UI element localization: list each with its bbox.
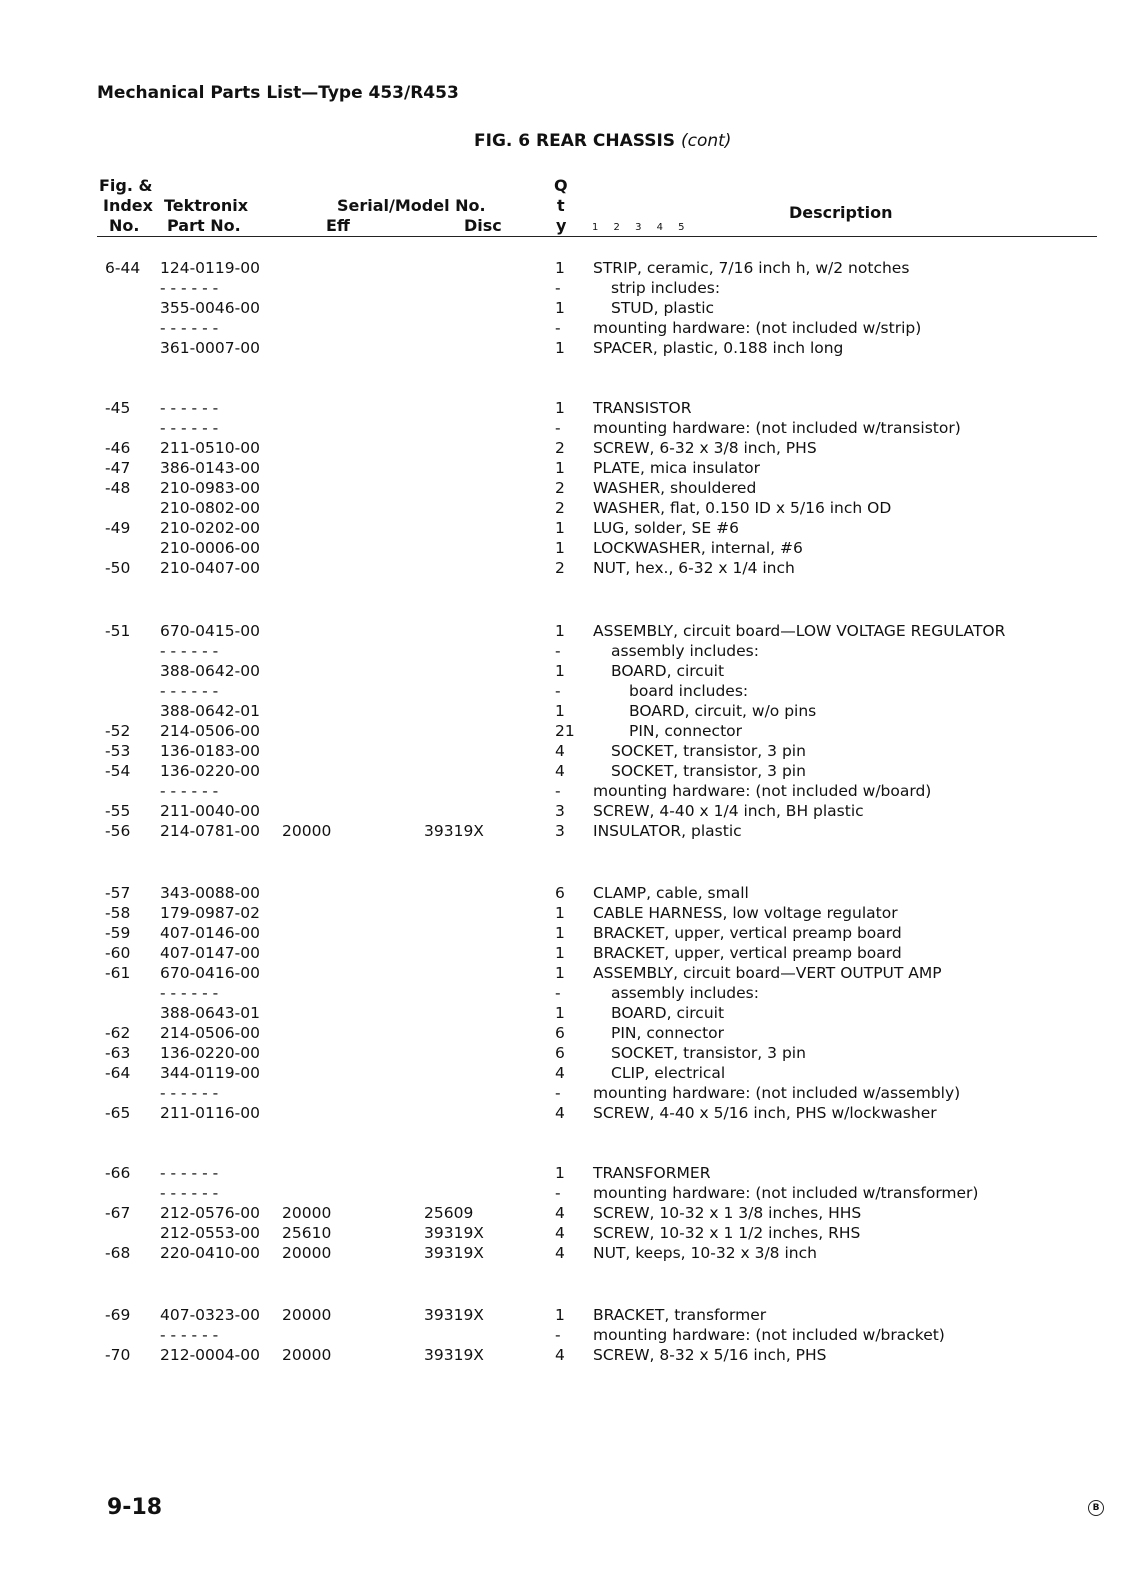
row-part-number: 124-0119-00 <box>160 259 260 277</box>
table-row <box>0 1164 1125 1184</box>
table-row <box>0 964 1125 984</box>
row-index: -53 <box>105 742 131 760</box>
row-part-number: - - - - - - <box>160 1184 219 1202</box>
row-qty: - <box>555 1084 561 1102</box>
row-index: -67 <box>105 1204 131 1222</box>
col-header-fig-line2: Index <box>103 196 153 215</box>
row-qty: 6 <box>555 1024 565 1042</box>
table-row <box>0 279 1125 299</box>
row-index: -49 <box>105 519 131 537</box>
row-description: SCREW, 8-32 x 5/16 inch, PHS <box>593 1346 827 1364</box>
table-row <box>0 299 1125 319</box>
row-part-number: 210-0983-00 <box>160 479 260 497</box>
row-index: -60 <box>105 944 131 962</box>
row-description: assembly includes: <box>611 642 759 660</box>
row-qty: 3 <box>555 802 565 820</box>
row-part-number: 212-0553-00 <box>160 1224 260 1242</box>
row-part-number: 407-0146-00 <box>160 924 260 942</box>
table-row <box>0 519 1125 539</box>
table-row <box>0 1024 1125 1044</box>
row-part-number: 211-0510-00 <box>160 439 260 457</box>
row-description: CABLE HARNESS, low voltage regulator <box>593 904 898 922</box>
row-qty: - <box>555 319 561 337</box>
row-index: -58 <box>105 904 131 922</box>
row-description: ASSEMBLY, circuit board—LOW VOLTAGE REGULATOR <box>593 622 1006 640</box>
row-description: mounting hardware: (not included w/strip) <box>593 319 922 337</box>
row-qty: 1 <box>555 944 565 962</box>
row-qty: 1 <box>555 1306 565 1324</box>
row-qty: - <box>555 279 561 297</box>
row-qty: 2 <box>555 439 565 457</box>
table-row <box>0 742 1125 762</box>
table-row <box>0 984 1125 1004</box>
row-description: WASHER, flat, 0.150 ID x 5/16 inch OD <box>593 499 892 517</box>
row-serial-disc: 39319X <box>424 822 484 840</box>
table-row <box>0 944 1125 964</box>
row-index: -61 <box>105 964 131 982</box>
col-header-eff: Eff <box>326 216 350 235</box>
row-part-number: - - - - - - <box>160 1326 219 1344</box>
table-row <box>0 1326 1125 1346</box>
row-description: INSULATOR, plastic <box>593 822 742 840</box>
row-part-number: 179-0987-02 <box>160 904 260 922</box>
row-qty: 1 <box>555 339 565 357</box>
row-description: WASHER, shouldered <box>593 479 757 497</box>
edition-mark: B <box>1088 1500 1104 1516</box>
row-description: SOCKET, transistor, 3 pin <box>611 762 806 780</box>
row-qty: 4 <box>555 762 565 780</box>
row-qty: 1 <box>555 964 565 982</box>
row-qty: - <box>555 642 561 660</box>
col-header-indent-numbers: 1 2 3 4 5 <box>592 222 691 233</box>
row-index: -65 <box>105 1104 131 1122</box>
row-part-number: 344-0119-00 <box>160 1064 260 1082</box>
row-qty: 4 <box>555 1204 565 1222</box>
row-part-number: 210-0802-00 <box>160 499 260 517</box>
col-header-serial: Serial/Model No. <box>337 196 486 215</box>
section-title: Mechanical Parts List—Type 453/R453 <box>97 83 459 103</box>
row-part-number: 136-0183-00 <box>160 742 260 760</box>
table-row <box>0 399 1125 419</box>
table-row <box>0 622 1125 642</box>
row-serial-disc: 39319X <box>424 1244 484 1262</box>
row-qty: 4 <box>555 1346 565 1364</box>
row-description: TRANSFORMER <box>593 1164 711 1182</box>
row-qty: 6 <box>555 884 565 902</box>
row-part-number: 214-0781-00 <box>160 822 260 840</box>
row-description: SCREW, 10-32 x 1 3/8 inches, HHS <box>593 1204 862 1222</box>
row-part-number: - - - - - - <box>160 782 219 800</box>
table-row <box>0 924 1125 944</box>
page-number: 9-18 <box>107 1495 163 1520</box>
row-index: -57 <box>105 884 131 902</box>
table-row <box>0 539 1125 559</box>
row-description: assembly includes: <box>611 984 759 1002</box>
row-index: -68 <box>105 1244 131 1262</box>
row-qty: 2 <box>555 479 565 497</box>
row-serial-eff: 20000 <box>282 1204 332 1222</box>
table-row <box>0 1204 1125 1224</box>
row-qty: 1 <box>555 539 565 557</box>
row-part-number: 214-0506-00 <box>160 722 260 740</box>
row-part-number: - - - - - - <box>160 1164 219 1182</box>
table-row <box>0 884 1125 904</box>
row-qty: 4 <box>555 742 565 760</box>
row-qty: - <box>555 419 561 437</box>
table-row <box>0 682 1125 702</box>
row-description: mounting hardware: (not included w/board) <box>593 782 932 800</box>
table-row <box>0 259 1125 279</box>
table-row <box>0 439 1125 459</box>
row-description: BOARD, circuit, w/o pins <box>629 702 817 720</box>
row-index: -45 <box>105 399 131 417</box>
row-index: -47 <box>105 459 131 477</box>
col-header-disc: Disc <box>464 216 502 235</box>
table-row <box>0 702 1125 722</box>
row-description: strip includes: <box>611 279 721 297</box>
row-serial-eff: 20000 <box>282 1244 332 1262</box>
row-part-number: 388-0642-01 <box>160 702 260 720</box>
row-qty: 1 <box>555 299 565 317</box>
row-part-number: 670-0415-00 <box>160 622 260 640</box>
col-header-part-line2: Part No. <box>167 216 241 235</box>
row-qty: 1 <box>555 904 565 922</box>
row-part-number: 407-0147-00 <box>160 944 260 962</box>
row-qty: - <box>555 1184 561 1202</box>
row-part-number: 407-0323-00 <box>160 1306 260 1324</box>
table-row <box>0 1346 1125 1366</box>
row-description: NUT, keeps, 10-32 x 3/8 inch <box>593 1244 817 1262</box>
row-description: mounting hardware: (not included w/transformer) <box>593 1184 979 1202</box>
row-part-number: - - - - - - <box>160 642 219 660</box>
table-row <box>0 479 1125 499</box>
table-row <box>0 1306 1125 1326</box>
row-description: BRACKET, upper, vertical preamp board <box>593 944 902 962</box>
row-description: SCREW, 4-40 x 1/4 inch, BH plastic <box>593 802 864 820</box>
row-part-number: - - - - - - <box>160 984 219 1002</box>
row-qty: 2 <box>555 499 565 517</box>
row-description: ASSEMBLY, circuit board—VERT OUTPUT AMP <box>593 964 942 982</box>
row-part-number: 210-0006-00 <box>160 539 260 557</box>
col-header-part-line1: Tektronix <box>164 196 249 215</box>
row-part-number: 210-0202-00 <box>160 519 260 537</box>
table-row <box>0 419 1125 439</box>
row-description: LOCKWASHER, internal, #6 <box>593 539 803 557</box>
row-serial-disc: 39319X <box>424 1306 484 1324</box>
table-row <box>0 559 1125 579</box>
row-qty: 1 <box>555 459 565 477</box>
row-description: SCREW, 6-32 x 3/8 inch, PHS <box>593 439 817 457</box>
col-header-qty-line2: t <box>557 196 565 215</box>
table-row <box>0 822 1125 842</box>
table-row <box>0 319 1125 339</box>
header-rule <box>97 236 1097 237</box>
row-qty: 1 <box>555 1004 565 1022</box>
row-qty: 1 <box>555 1164 565 1182</box>
row-part-number: 388-0642-00 <box>160 662 260 680</box>
row-part-number: - - - - - - <box>160 279 219 297</box>
figure-title-text: FIG. 6 REAR CHASSIS <box>474 131 676 151</box>
row-index: -52 <box>105 722 131 740</box>
row-description: CLIP, electrical <box>611 1064 726 1082</box>
row-description: SOCKET, transistor, 3 pin <box>611 1044 806 1062</box>
row-part-number: 212-0004-00 <box>160 1346 260 1364</box>
table-row <box>0 722 1125 742</box>
row-description: BRACKET, upper, vertical preamp board <box>593 924 902 942</box>
row-part-number: 388-0643-01 <box>160 1004 260 1022</box>
table-row <box>0 339 1125 359</box>
row-description: PIN, connector <box>629 722 743 740</box>
row-serial-disc: 25609 <box>424 1204 474 1222</box>
row-qty: 1 <box>555 622 565 640</box>
row-index: 6-44 <box>105 259 141 277</box>
table-row <box>0 499 1125 519</box>
row-part-number: - - - - - - <box>160 682 219 700</box>
row-qty: - <box>555 984 561 1002</box>
row-qty: - <box>555 782 561 800</box>
row-description: NUT, hex., 6-32 x 1/4 inch <box>593 559 795 577</box>
row-part-number: 210-0407-00 <box>160 559 260 577</box>
row-index: -66 <box>105 1164 131 1182</box>
table-row <box>0 1084 1125 1104</box>
row-qty: 4 <box>555 1224 565 1242</box>
row-part-number: 136-0220-00 <box>160 1044 260 1062</box>
row-index: -48 <box>105 479 131 497</box>
row-description: BOARD, circuit <box>611 1004 725 1022</box>
table-row <box>0 459 1125 479</box>
row-qty: 2 <box>555 559 565 577</box>
row-description: BOARD, circuit <box>611 662 725 680</box>
row-part-number: 361-0007-00 <box>160 339 260 357</box>
row-part-number: 386-0143-00 <box>160 459 260 477</box>
table-row <box>0 1004 1125 1024</box>
row-part-number: 355-0046-00 <box>160 299 260 317</box>
row-part-number: 212-0576-00 <box>160 1204 260 1222</box>
col-header-qty-line3: y <box>556 216 567 235</box>
row-description: mounting hardware: (not included w/assembly) <box>593 1084 961 1102</box>
row-description: SCREW, 10-32 x 1 1/2 inches, RHS <box>593 1224 861 1242</box>
row-index: -59 <box>105 924 131 942</box>
row-serial-disc: 39319X <box>424 1224 484 1242</box>
row-qty: 1 <box>555 702 565 720</box>
row-description: TRANSISTOR <box>593 399 692 417</box>
row-part-number: 220-0410-00 <box>160 1244 260 1262</box>
row-serial-eff: 20000 <box>282 1346 332 1364</box>
row-index: -55 <box>105 802 131 820</box>
row-index: -46 <box>105 439 131 457</box>
row-index: -62 <box>105 1024 131 1042</box>
row-part-number: - - - - - - <box>160 1084 219 1102</box>
row-part-number: 211-0040-00 <box>160 802 260 820</box>
row-part-number: - - - - - - <box>160 319 219 337</box>
row-description: LUG, solder, SE #6 <box>593 519 739 537</box>
row-index: -64 <box>105 1064 131 1082</box>
row-qty: 6 <box>555 1044 565 1062</box>
table-row <box>0 1244 1125 1264</box>
row-qty: 4 <box>555 1064 565 1082</box>
row-description: PIN, connector <box>611 1024 725 1042</box>
row-qty: 1 <box>555 259 565 277</box>
row-part-number: - - - - - - <box>160 399 219 417</box>
row-serial-eff: 20000 <box>282 822 332 840</box>
table-row <box>0 1104 1125 1124</box>
col-header-qty-line1: Q <box>554 176 568 195</box>
row-description: SCREW, 4-40 x 5/16 inch, PHS w/lockwasher <box>593 1104 937 1122</box>
table-row <box>0 904 1125 924</box>
row-qty: - <box>555 1326 561 1344</box>
row-description: PLATE, mica insulator <box>593 459 760 477</box>
row-description: BRACKET, transformer <box>593 1306 767 1324</box>
col-header-description: Description <box>789 203 893 222</box>
row-part-number: 214-0506-00 <box>160 1024 260 1042</box>
table-row <box>0 642 1125 662</box>
col-header-fig-line1: Fig. & <box>99 176 153 195</box>
row-qty: - <box>555 682 561 700</box>
row-index: -56 <box>105 822 131 840</box>
col-header-fig-line3: No. <box>109 216 140 235</box>
row-description: SPACER, plastic, 0.188 inch long <box>593 339 844 357</box>
row-serial-disc: 39319X <box>424 1346 484 1364</box>
row-qty: 4 <box>555 1104 565 1122</box>
row-part-number: 343-0088-00 <box>160 884 260 902</box>
row-description: STRIP, ceramic, 7/16 inch h, w/2 notches <box>593 259 910 277</box>
row-index: -54 <box>105 762 131 780</box>
row-description: mounting hardware: (not included w/transistor) <box>593 419 961 437</box>
row-description: STUD, plastic <box>611 299 715 317</box>
row-index: -50 <box>105 559 131 577</box>
row-part-number: - - - - - - <box>160 419 219 437</box>
row-part-number: 211-0116-00 <box>160 1104 260 1122</box>
table-row <box>0 782 1125 802</box>
row-qty: 1 <box>555 399 565 417</box>
table-row <box>0 1064 1125 1084</box>
figure-title <box>474 131 731 151</box>
table-row <box>0 762 1125 782</box>
table-row <box>0 1224 1125 1244</box>
row-index: -51 <box>105 622 131 640</box>
figure-title-cont: (cont) <box>680 131 732 151</box>
row-description: board includes: <box>629 682 749 700</box>
row-qty: 21 <box>555 722 575 740</box>
row-qty: 1 <box>555 924 565 942</box>
row-index: -70 <box>105 1346 131 1364</box>
row-qty: 1 <box>555 519 565 537</box>
row-part-number: 136-0220-00 <box>160 762 260 780</box>
table-row <box>0 802 1125 822</box>
table-row <box>0 1044 1125 1064</box>
row-description: SOCKET, transistor, 3 pin <box>611 742 806 760</box>
row-serial-eff: 25610 <box>282 1224 332 1242</box>
table-row <box>0 1184 1125 1204</box>
table-row <box>0 662 1125 682</box>
row-qty: 4 <box>555 1244 565 1262</box>
row-part-number: 670-0416-00 <box>160 964 260 982</box>
row-index: -69 <box>105 1306 131 1324</box>
row-index: -63 <box>105 1044 131 1062</box>
row-qty: 1 <box>555 662 565 680</box>
row-serial-eff: 20000 <box>282 1306 332 1324</box>
row-qty: 3 <box>555 822 565 840</box>
row-description: CLAMP, cable, small <box>593 884 749 902</box>
row-description: mounting hardware: (not included w/bracket) <box>593 1326 945 1344</box>
